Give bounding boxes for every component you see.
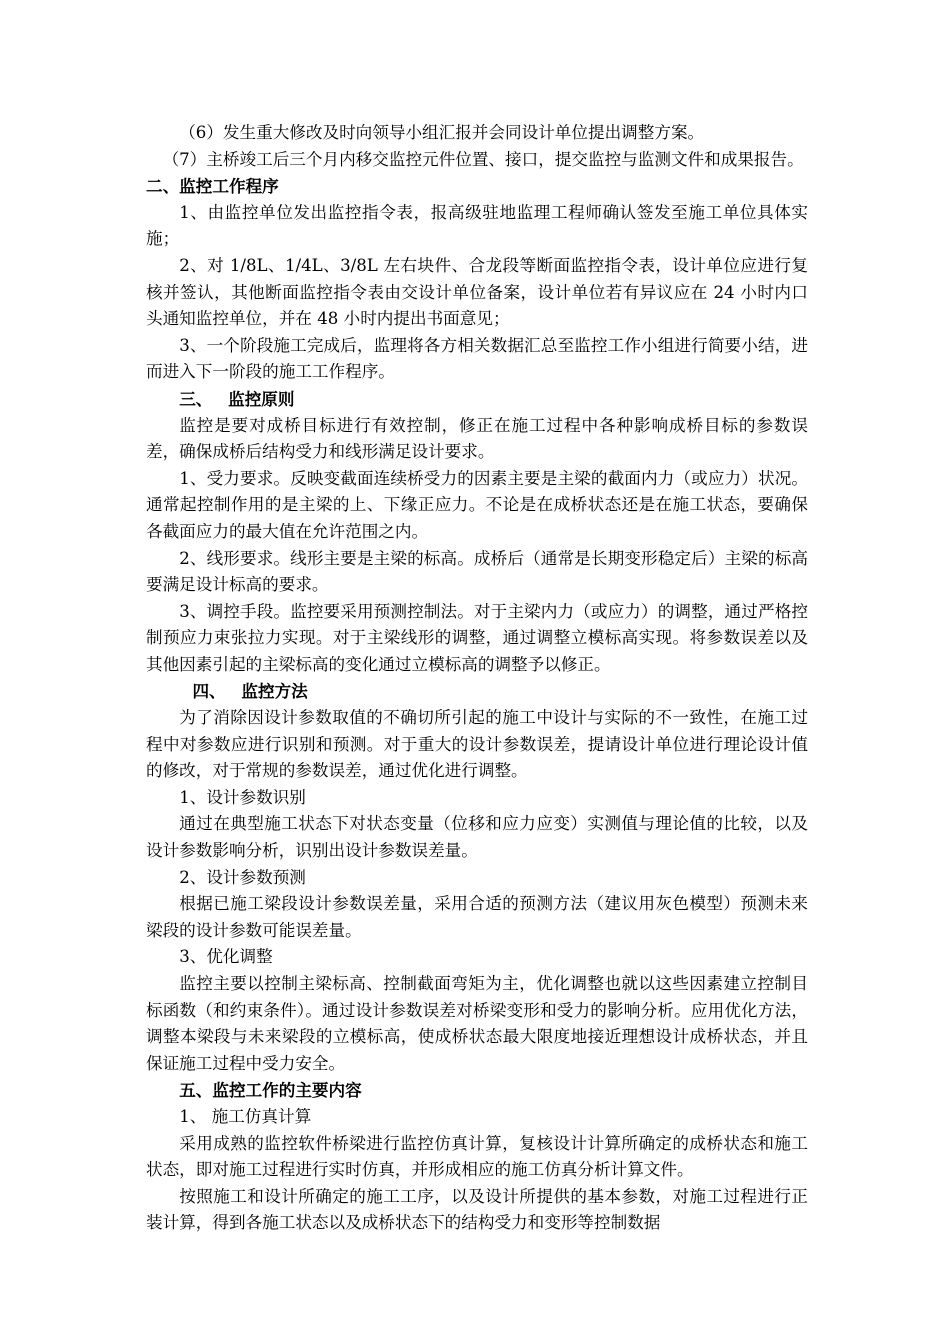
section-heading-5: 五、监控工作的主要内容: [179, 1080, 362, 1101]
section-heading-3: 三、 监控原则: [179, 388, 295, 409]
paragraph-item-6: （6）发生重大修改及时向领导小组汇报并会同设计单位提出调整方案。: [179, 123, 705, 142]
paragraph-principle-1: 1、受力要求。反映变截面连续桥受力的因素主要是主梁的截面内力（或应力）状况。通常起控制作用的是主梁的上、下缘正应力。不论是在成桥状态还是在施工状态，要确保各截面应力的最大值在允许范围之内。: [146, 468, 808, 541]
paragraph-parameter-identification: 通过在典型施工状态下对状态变量（位移和应力应变）实测值与理论值的比较，以及设计参数影响分析，识别出设计参数误差量。: [146, 814, 808, 861]
section-heading-4: 四、 监控方法: [192, 681, 308, 702]
subheading-parameter-prediction: 2、设计参数预测: [179, 867, 306, 887]
paragraph-optimization: 监控主要以控制主梁标高、控制截面弯矩为主，优化调整也就以这些因素建立控制目标函数（和约束条件）。通过设计参数误差对桥梁变形和受力的影响分析。应用优化方法，调整本梁段与未来梁段的立模标高，使成桥状态最大限度地接近理想设计成桥状态，并且保证施工过程中受力安全。: [146, 974, 808, 1073]
paragraph-procedure-1: 1、由监控单位发出监控指令表，报高级驻地监理工程师确认签发至施工单位具体实施；: [146, 202, 808, 249]
section-heading-2: 二、监控工作程序: [146, 176, 279, 197]
document-page: [146, 120, 808, 1237]
paragraph-procedure-2: 2、对 1/8L、1/4L、3/8L 左右块件、合龙段等断面监控指令表，设计单位应进行复核并签认，其他断面监控指令表由交设计单位备案，设计单位若有异议应在 24 小时内口头通知监控单位，并在 48 小时内提出书面意见；: [146, 255, 808, 329]
paragraph-procedure-3: 3、一个阶段施工完成后，监理将各方相关数据汇总至监控工作小组进行简要小结，进而进入下一阶段的施工工作程序。: [146, 335, 808, 382]
subheading-parameter-identification: 1、设计参数识别: [179, 787, 306, 807]
paragraph-method-intro: 为了消除因设计参数取值的不确切所引起的施工中设计与实际的不一致性，在施工过程中对参数应进行识别和预测。对于重大的设计参数误差，提请设计单位进行理论设计值的修改，对于常规的参数误差，通过优化进行调整。: [146, 708, 808, 781]
paragraph-principle-2: 2、线形要求。线形主要是主梁的标高。成桥后（通常是长期变形稳定后）主梁的标高要满足设计标高的要求。: [146, 548, 808, 595]
subheading-optimization: 3、优化调整: [179, 947, 273, 967]
paragraph-principle-intro: 监控是要对成桥目标进行有效控制，修正在施工过程中各种影响成桥目标的参数误差，确保成桥后结构受力和线形满足设计要求。: [146, 415, 808, 462]
paragraph-simulation-1: 采用成熟的监控软件桥梁进行监控仿真计算，复核设计计算所确定的成桥状态和施工状态，即对施工过程进行实时仿真，并形成相应的施工仿真分析计算文件。: [146, 1133, 808, 1180]
paragraph-simulation-2: 按照施工和设计所确定的施工工序，以及设计所提供的基本参数，对施工过程进行正装计算，得到各施工状态以及成桥状态下的结构受力和变形等控制数据: [146, 1186, 808, 1233]
paragraph-parameter-prediction: 根据已施工梁段设计参数误差量，采用合适的预测方法（建议用灰色模型）预测未来梁段的设计参数可能误差量。: [146, 894, 808, 940]
paragraph-principle-3: 3、调控手段。监控要采用预测控制法。对于主梁内力（或应力）的调整，通过严格控制预应力束张拉力实现。对于主梁线形的调整，通过调整立模标高实现。将参数误差以及其他因素引起的主梁标高的变化通过立模标高的调整予以修正。: [146, 601, 808, 674]
subheading-simulation: 1、 施工仿真计算: [179, 1106, 312, 1126]
paragraph-item-7: （7）主桥竣工后三个月内移交监控元件位置、接口，提交监控与监测文件和成果报告。: [162, 149, 804, 169]
